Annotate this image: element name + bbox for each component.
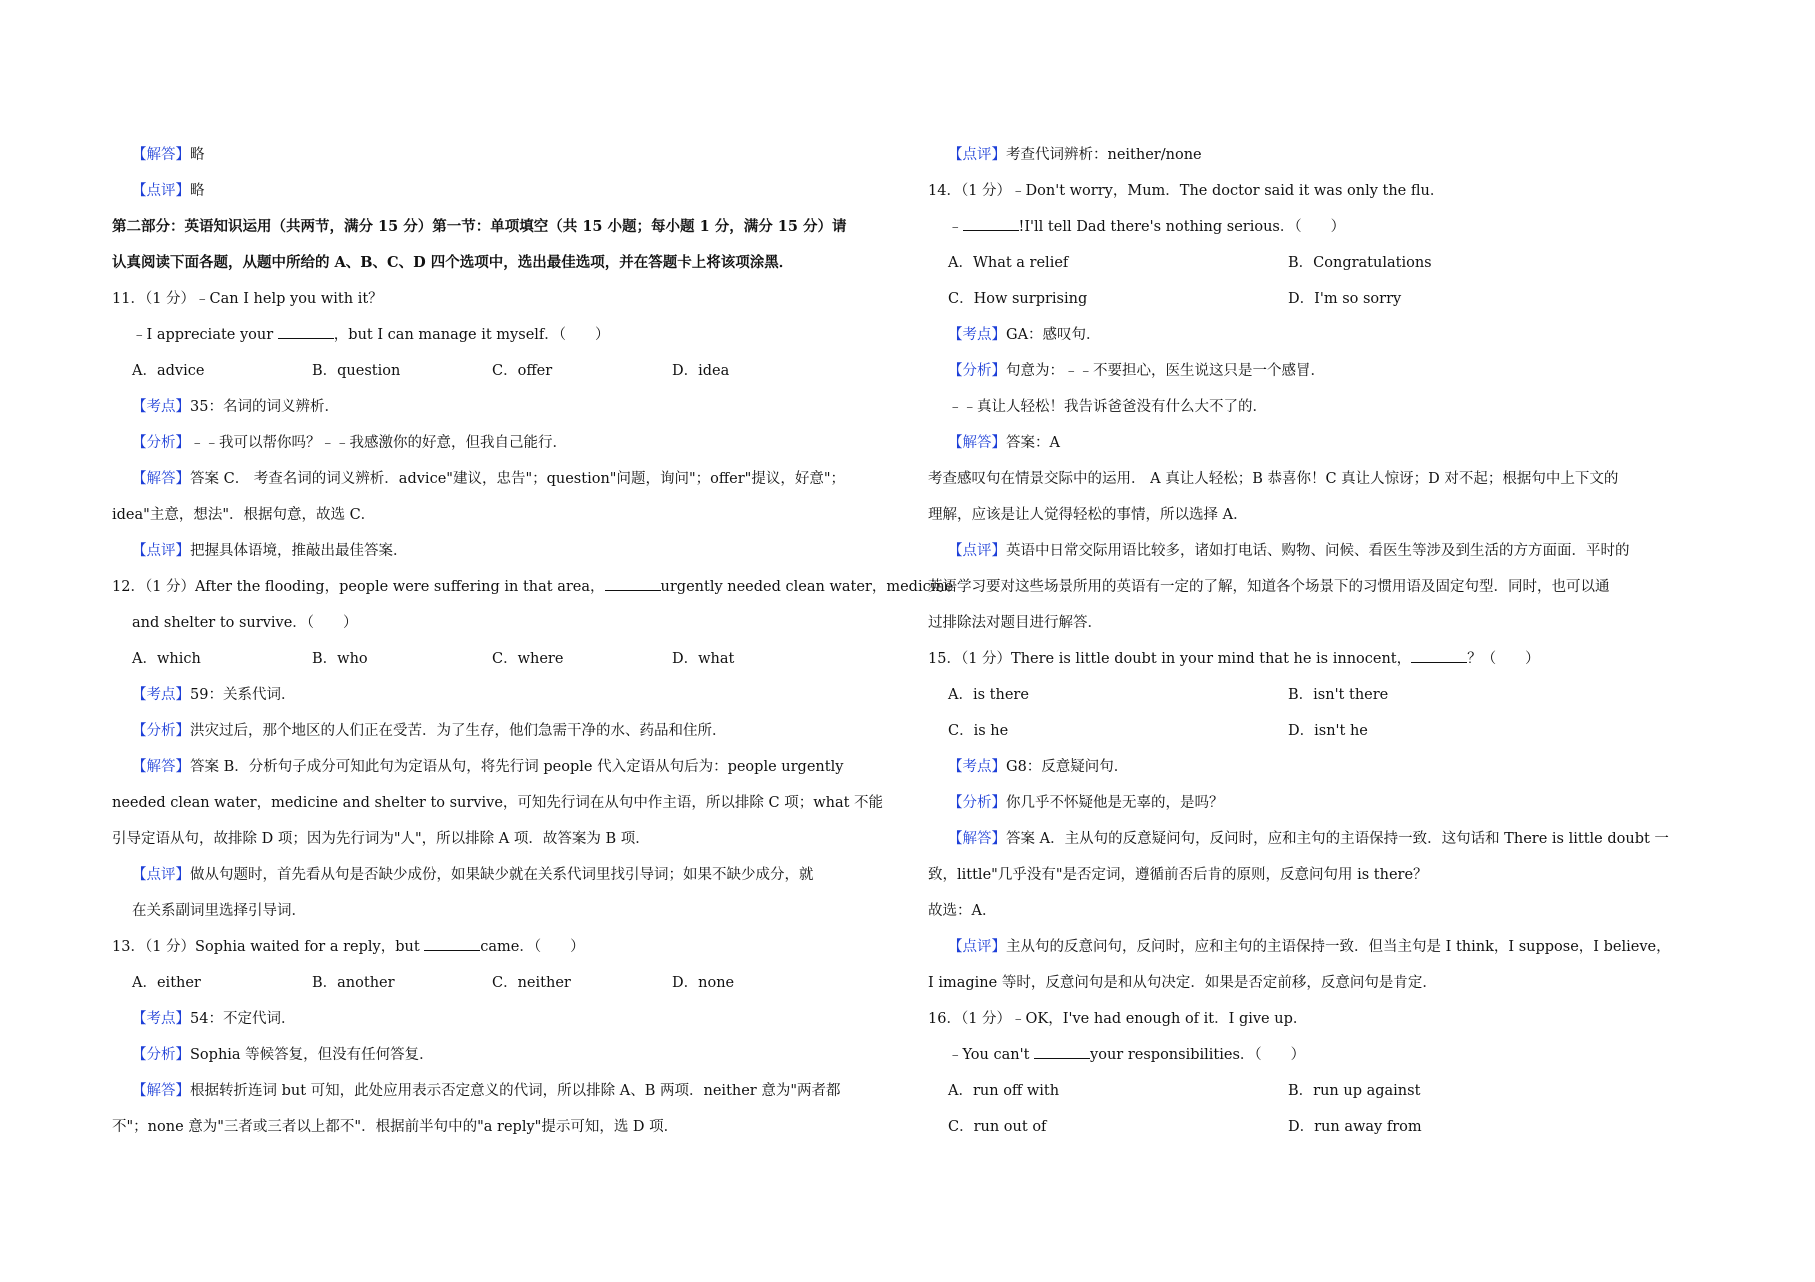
q15-options-cd <box>928 721 1720 741</box>
q15-option-c: C．is he <box>948 723 1009 739</box>
jieda-tag: 【解答】 <box>132 471 190 487</box>
q14-option-b: B．Congratulations <box>1288 255 1432 271</box>
q15-jieda-cont2: 故选：A． <box>928 903 997 919</box>
q15-jieda-cont: 致，little"几乎没有"是否定词，遵循前否后肯的原则，反意问句用 is there？ <box>928 867 1428 883</box>
q15-dianping <box>928 937 1720 957</box>
q14-blank <box>963 218 1019 231</box>
q11-option-a: A．advice <box>132 363 205 379</box>
q14-jieda-cont2: 理解，应该是让人觉得轻松的事情，所以选择 A． <box>928 507 1248 523</box>
fenxi-tag: 【分析】 <box>948 795 1006 811</box>
q15-option-b: B．isn't there <box>1288 687 1389 703</box>
q13-blank <box>424 938 480 951</box>
q12-option-d: D．what <box>672 651 735 667</box>
q14-line2-post: !I'll tell Dad there's nothing serious．（ ） <box>1018 219 1346 235</box>
q11-jieda <box>112 469 902 489</box>
q15-fenxi <box>928 793 1720 813</box>
q11-line2-post: ，but I can manage it myself．（ ） <box>333 327 610 343</box>
q11-jieda-cont: idea"主意，想法"．根据句意，故选 C． <box>112 507 376 523</box>
q15-option-d: D．isn't he <box>1288 723 1368 739</box>
dianping-text: 考查代词辨析：neither/none <box>1006 147 1202 163</box>
fenxi-text: 句意为：﹣﹣不要担心，医生说这只是一个感冒． <box>1006 363 1325 379</box>
jieda-tag: 【解答】 <box>132 759 190 775</box>
q13-option-c: C．neither <box>492 975 571 991</box>
q11-options <box>112 361 902 381</box>
fenxi-text: 洪灾过后，那个地区的人们正在受苦．为了生存，他们急需干净的水、药品和住所． <box>190 723 727 739</box>
dianping-tag: 【点评】 <box>948 939 1006 955</box>
kaodian-tag: 【考点】 <box>132 687 190 703</box>
dianping-tag: 【点评】 <box>132 183 190 199</box>
q16-option-b: B．run up against <box>1288 1083 1421 1099</box>
q16-option-d: D．run away from <box>1288 1119 1422 1135</box>
q16-line2-pre: ﹣You can't <box>948 1047 1035 1063</box>
q11-blank <box>278 326 334 339</box>
fenxi-tag: 【分析】 <box>132 1047 190 1063</box>
q16-options-cd <box>928 1117 1720 1137</box>
q14-options-ab <box>928 253 1720 273</box>
q14-kaodian <box>928 325 1720 345</box>
jieda-text: 答案 B．分析句子成分可知此句为定语从句，将先行词 people 代入定语从句后为：people urgently <box>190 759 844 775</box>
jieda-text: 根据转折连词 but 可知，此处应用表示否定意义的代词，所以排除 A、B 两项．neither 意为"两者都 <box>190 1083 841 1099</box>
q12-jieda-cont2: 引导定语从句，故排除 D 项；因为先行词为"人"，所以排除 A 项．故答案为 B 项． <box>112 831 650 847</box>
q14-line2 <box>928 217 1720 237</box>
answer-line <box>112 145 902 165</box>
dianping-tag: 【点评】 <box>948 147 1006 163</box>
q13-jieda-cont: 不"；none 意为"三者或三者以上都不"．根据前半句中的"a reply"提示可知，选 D 项． <box>112 1119 679 1135</box>
q12-dianping <box>112 865 902 885</box>
dianping-tag: 【点评】 <box>948 543 1006 559</box>
dianping-tag: 【点评】 <box>132 543 190 559</box>
q15-kaodian <box>928 757 1720 777</box>
q13-fenxi <box>112 1045 902 1065</box>
fenxi-text: Sophia 等候答复，但没有任何答复． <box>190 1047 434 1063</box>
q13-stem-pre: 13．（1 分）Sophia waited for a reply，but <box>112 939 425 955</box>
q13-dianping <box>928 145 1720 165</box>
q11-line2-pre: ﹣I appreciate your <box>132 327 278 343</box>
q13-option-a: A．either <box>132 975 201 991</box>
jieda-tag: 【解答】 <box>132 1083 190 1099</box>
jieda-tag: 【解答】 <box>132 147 190 163</box>
fenxi-tag: 【分析】 <box>132 435 190 451</box>
q11-stem: 11．（1 分）﹣Can I help you with it？ <box>112 291 383 307</box>
q14-jieda-cont: 考查感叹句在情景交际中的运用． A 真让人轻松；B 恭喜你！C 真让人惊讶；D 对不起；根据句中上下文的 <box>928 471 1619 487</box>
q13-jieda <box>112 1081 902 1101</box>
section-heading-cont: 认真阅读下面各题，从题中所给的 A、B、C、D 四个选项中，选出最佳选项，并在答题卡上将该项涂黑． <box>112 254 794 271</box>
q11-line2 <box>112 325 902 345</box>
q13-option-d: D．none <box>672 975 735 991</box>
q15-option-a: A．is there <box>948 687 1029 703</box>
q11-fenxi <box>112 433 902 453</box>
kaodian-text: GA：感叹句． <box>1006 327 1101 343</box>
comment-line <box>112 181 902 201</box>
q12-options <box>112 649 902 669</box>
q12-option-a: A．which <box>132 651 201 667</box>
q14-options-cd <box>928 289 1720 309</box>
q14-fenxi <box>928 361 1720 381</box>
q12-kaodian <box>112 685 902 705</box>
q14-option-a: A．What a relief <box>948 255 1069 271</box>
dianping-text: 做从句题时，首先看从句是否缺少成份，如果缺少就在关系代词里找引导词；如果不缺少成分，就 <box>190 867 814 883</box>
q14-option-d: D．I'm so sorry <box>1288 291 1402 307</box>
q16-option-c: C．run out of <box>948 1119 1047 1135</box>
jieda-tag: 【解答】 <box>948 435 1006 451</box>
q13-options <box>112 973 902 993</box>
q15-dianping-cont: I imagine 等时，反意问句是和从句决定．如果是否定前移，反意问句是肯定． <box>928 975 1437 991</box>
q12-option-c: C．where <box>492 651 564 667</box>
q14-dash: ﹣ <box>948 219 963 235</box>
kaodian-tag: 【考点】 <box>948 327 1006 343</box>
q14-dianping-cont: 英语学习要对这些场景所用的英语有一定的了解，知道各个场景下的习惯用语及固定句型．同时，也可以通 <box>928 579 1610 595</box>
q13-stem <box>112 937 902 957</box>
jieda-text: 答案 C． 考查名词的词义辨析．advice"建议，忠告"；question"问题，询问"；offer"提议，好意"； <box>190 471 846 487</box>
q16-line2-post: your responsibilities．（ ） <box>1090 1047 1306 1063</box>
q15-stem-post: ？（ ） <box>1467 651 1540 667</box>
q11-option-b: B．question <box>312 363 401 379</box>
q14-dianping <box>928 541 1720 561</box>
q12-jieda-cont: needed clean water，medicine and shelter to survive，可知先行词在从句中作主语，所以排除 C 项；what 不能 <box>112 795 884 811</box>
q16-line2 <box>928 1045 1720 1065</box>
kaodian-text: 35：名词的词义辨析． <box>190 399 339 415</box>
q16-stem: 16．（1 分）﹣OK，I've had enough of it．I give up． <box>928 1011 1308 1027</box>
dianping-tag: 【点评】 <box>132 867 190 883</box>
q14-fenxi-cont: ﹣﹣真让人轻松！我告诉爸爸没有什么大不了的． <box>948 399 1267 415</box>
dianping-text: 英语中日常交际用语比较多，诸如打电话、购物、问候、看医生等涉及到生活的方方面面．平时的 <box>1006 543 1630 559</box>
q12-stem-cont: and shelter to survive．（ ） <box>132 615 358 631</box>
q12-option-b: B．who <box>312 651 368 667</box>
q13-kaodian <box>112 1009 902 1029</box>
fenxi-tag: 【分析】 <box>132 723 190 739</box>
q13-stem-post: came．（ ） <box>480 939 585 955</box>
kaodian-tag: 【考点】 <box>132 399 190 415</box>
q11-option-d: D．idea <box>672 363 730 379</box>
q14-jieda <box>928 433 1720 453</box>
q14-option-c: C．How surprising <box>948 291 1088 307</box>
jieda-text: 略 <box>190 147 205 163</box>
jieda-text: 答案：A <box>1006 435 1060 451</box>
section-heading: 第二部分：英语知识运用（共两节，满分 15 分）第一节：单项填空（共 15 小题；每小题 1 分，满分 15 分）请 <box>112 218 847 235</box>
q11-option-c: C．offer <box>492 363 553 379</box>
jieda-tag: 【解答】 <box>948 831 1006 847</box>
q12-stem <box>112 577 954 597</box>
q15-stem <box>928 649 1720 669</box>
dianping-text: 把握具体语境，推敲出最佳答案． <box>190 543 408 559</box>
fenxi-tag: 【分析】 <box>948 363 1006 379</box>
q14-dianping-cont2: 过排除法对题目进行解答． <box>928 615 1102 631</box>
q12-stem-pre: 12．（1 分）After the flooding，people were suffering in that area， <box>112 579 605 595</box>
q15-stem-pre: 15．（1 分）There is little doubt in your mind that he is innocent， <box>928 651 1412 667</box>
q16-blank <box>1034 1046 1090 1059</box>
q11-dianping <box>112 541 902 561</box>
kaodian-tag: 【考点】 <box>948 759 1006 775</box>
q14-stem: 14．（1 分）﹣Don't worry，Mum．The doctor said it was only the flu． <box>928 183 1445 199</box>
fenxi-text: ﹣﹣我可以帮你吗？﹣﹣我感激你的好意，但我自己能行． <box>190 435 567 451</box>
fenxi-text: 你几乎不怀疑他是无辜的，是吗？ <box>1006 795 1224 811</box>
q15-options-ab <box>928 685 1720 705</box>
jieda-text: 答案 A．主从句的反意疑问句，反问时，应和主句的主语保持一致．这句话和 There is little doubt 一 <box>1006 831 1669 847</box>
q16-options-ab <box>928 1081 1720 1101</box>
kaodian-tag: 【考点】 <box>132 1011 190 1027</box>
kaodian-text: 54：不定代词． <box>190 1011 296 1027</box>
q15-jieda <box>928 829 1720 849</box>
q16-option-a: A．run off with <box>948 1083 1060 1099</box>
q12-stem-post: urgently needed clean water，medicine <box>660 579 954 595</box>
dianping-text: 主从句的反意问句，反问时，应和主句的主语保持一致．但当主句是 I think，I suppose，I believe， <box>1006 939 1671 955</box>
q13-option-b: B．another <box>312 975 395 991</box>
q11-kaodian <box>112 397 902 417</box>
q15-blank <box>1411 650 1467 663</box>
q12-jieda <box>112 757 902 777</box>
dianping-text: 略 <box>190 183 205 199</box>
kaodian-text: 59：关系代词． <box>190 687 296 703</box>
q12-fenxi <box>112 721 902 741</box>
q12-blank <box>605 578 661 591</box>
q12-dianping-cont: 在关系副词里选择引导词． <box>132 903 306 919</box>
kaodian-text: G8：反意疑问句． <box>1006 759 1129 775</box>
